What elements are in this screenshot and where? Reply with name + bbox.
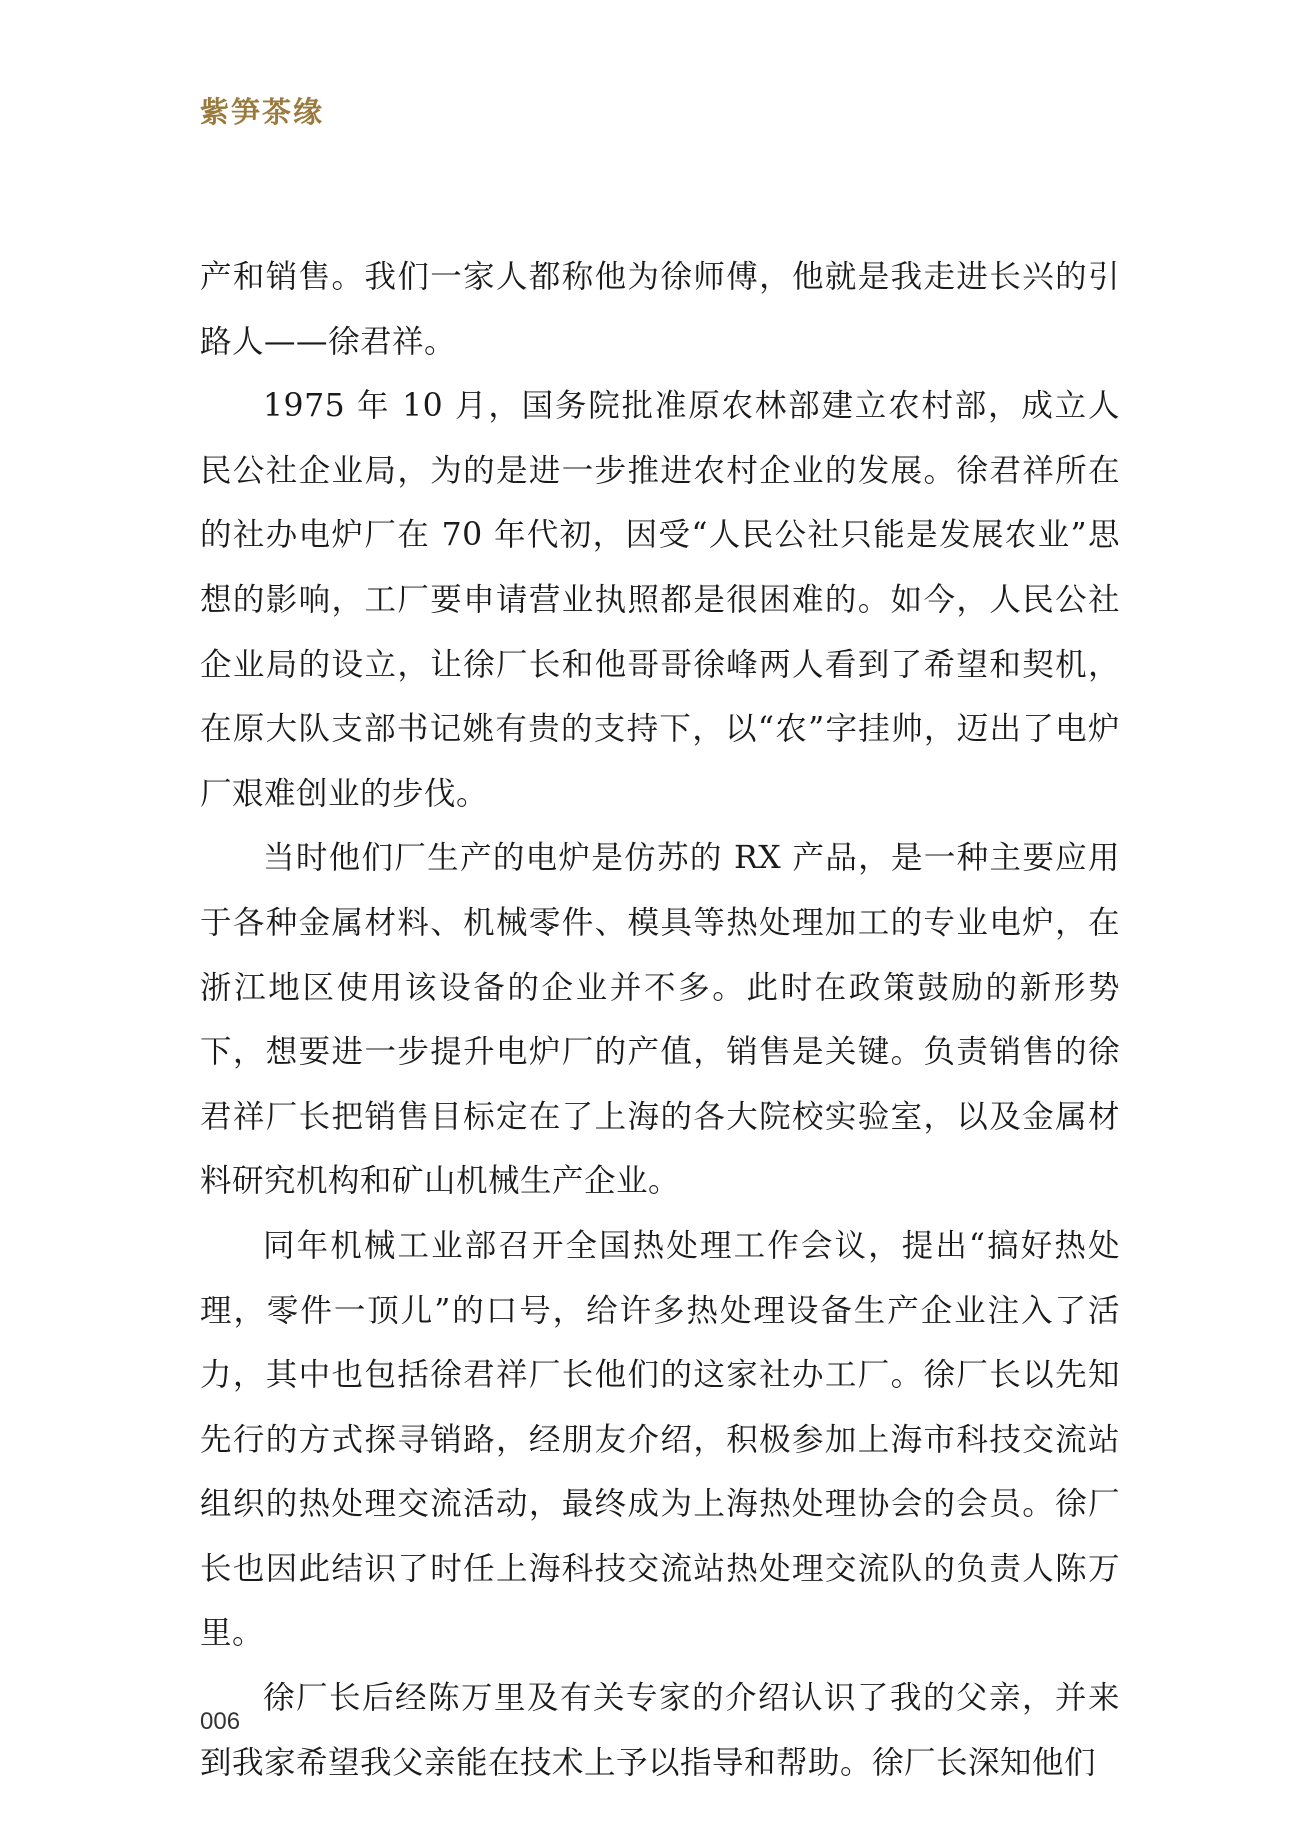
paragraph: 同年机械工业部召开全国热处理工作会议，提出“搞好热处理，零件一顶儿”的口号，给许多热处理设备生产企业注入了活力，其中也包括徐君祥厂长他们的这家社办工厂。徐厂长以先知先行的方式探寻销路，经朋友介绍，积极参加上海市科技交流站组织的热处理交流活动，最终成为上海热处理协会的会员。徐厂长也因此结识了时任上海科技交流站热处理交流队的负责人陈万里。 [200,1227,1120,1652]
paragraph-continuation: 产和销售。我们一家人都称他为徐师傅，他就是我走进长兴的引路人——徐君祥。 [200,259,1120,360]
page-number: 006 [200,1708,241,1735]
running-header-title: 紫笋茶缘 [200,95,325,129]
paragraph: 1975 年 10 月，国务院批准原农林部建立农村部，成立人民公社企业局，为的是进一步推进农村企业的发展。徐君祥所在的社办电炉厂在 70 年代初，因受“人民公社只能是发展农业”思想的影响，工厂要申请营业执照都是很困难的。如今，人民公社企业局的设立，让徐厂长和他哥哥徐峰两人看到了希望和契机，在原大队支部书记姚有贵的支持下，以“农”字挂帅，迈出了电炉厂艰难创业的步伐。 [200,388,1120,812]
body-text [200,245,1120,1795]
paragraph: 当时他们厂生产的电炉是仿苏的 RX 产品，是一种主要应用于各种金属材料、机械零件、模具等热处理加工的专业电炉，在浙江地区使用该设备的企业并不多。此时在政策鼓励的新形势下，想要进一步提升电炉厂的产值，销售是关键。负责销售的徐君祥厂长把销售目标定在了上海的各大院校实验室，以及金属材料研究机构和矿山机械生产企业。 [200,840,1120,1200]
paragraph: 徐厂长后经陈万里及有关专家的介绍认识了我的父亲，并来到我家希望我父亲能在技术上予以指导和帮助。徐厂长深知他们 [200,1680,1120,1781]
